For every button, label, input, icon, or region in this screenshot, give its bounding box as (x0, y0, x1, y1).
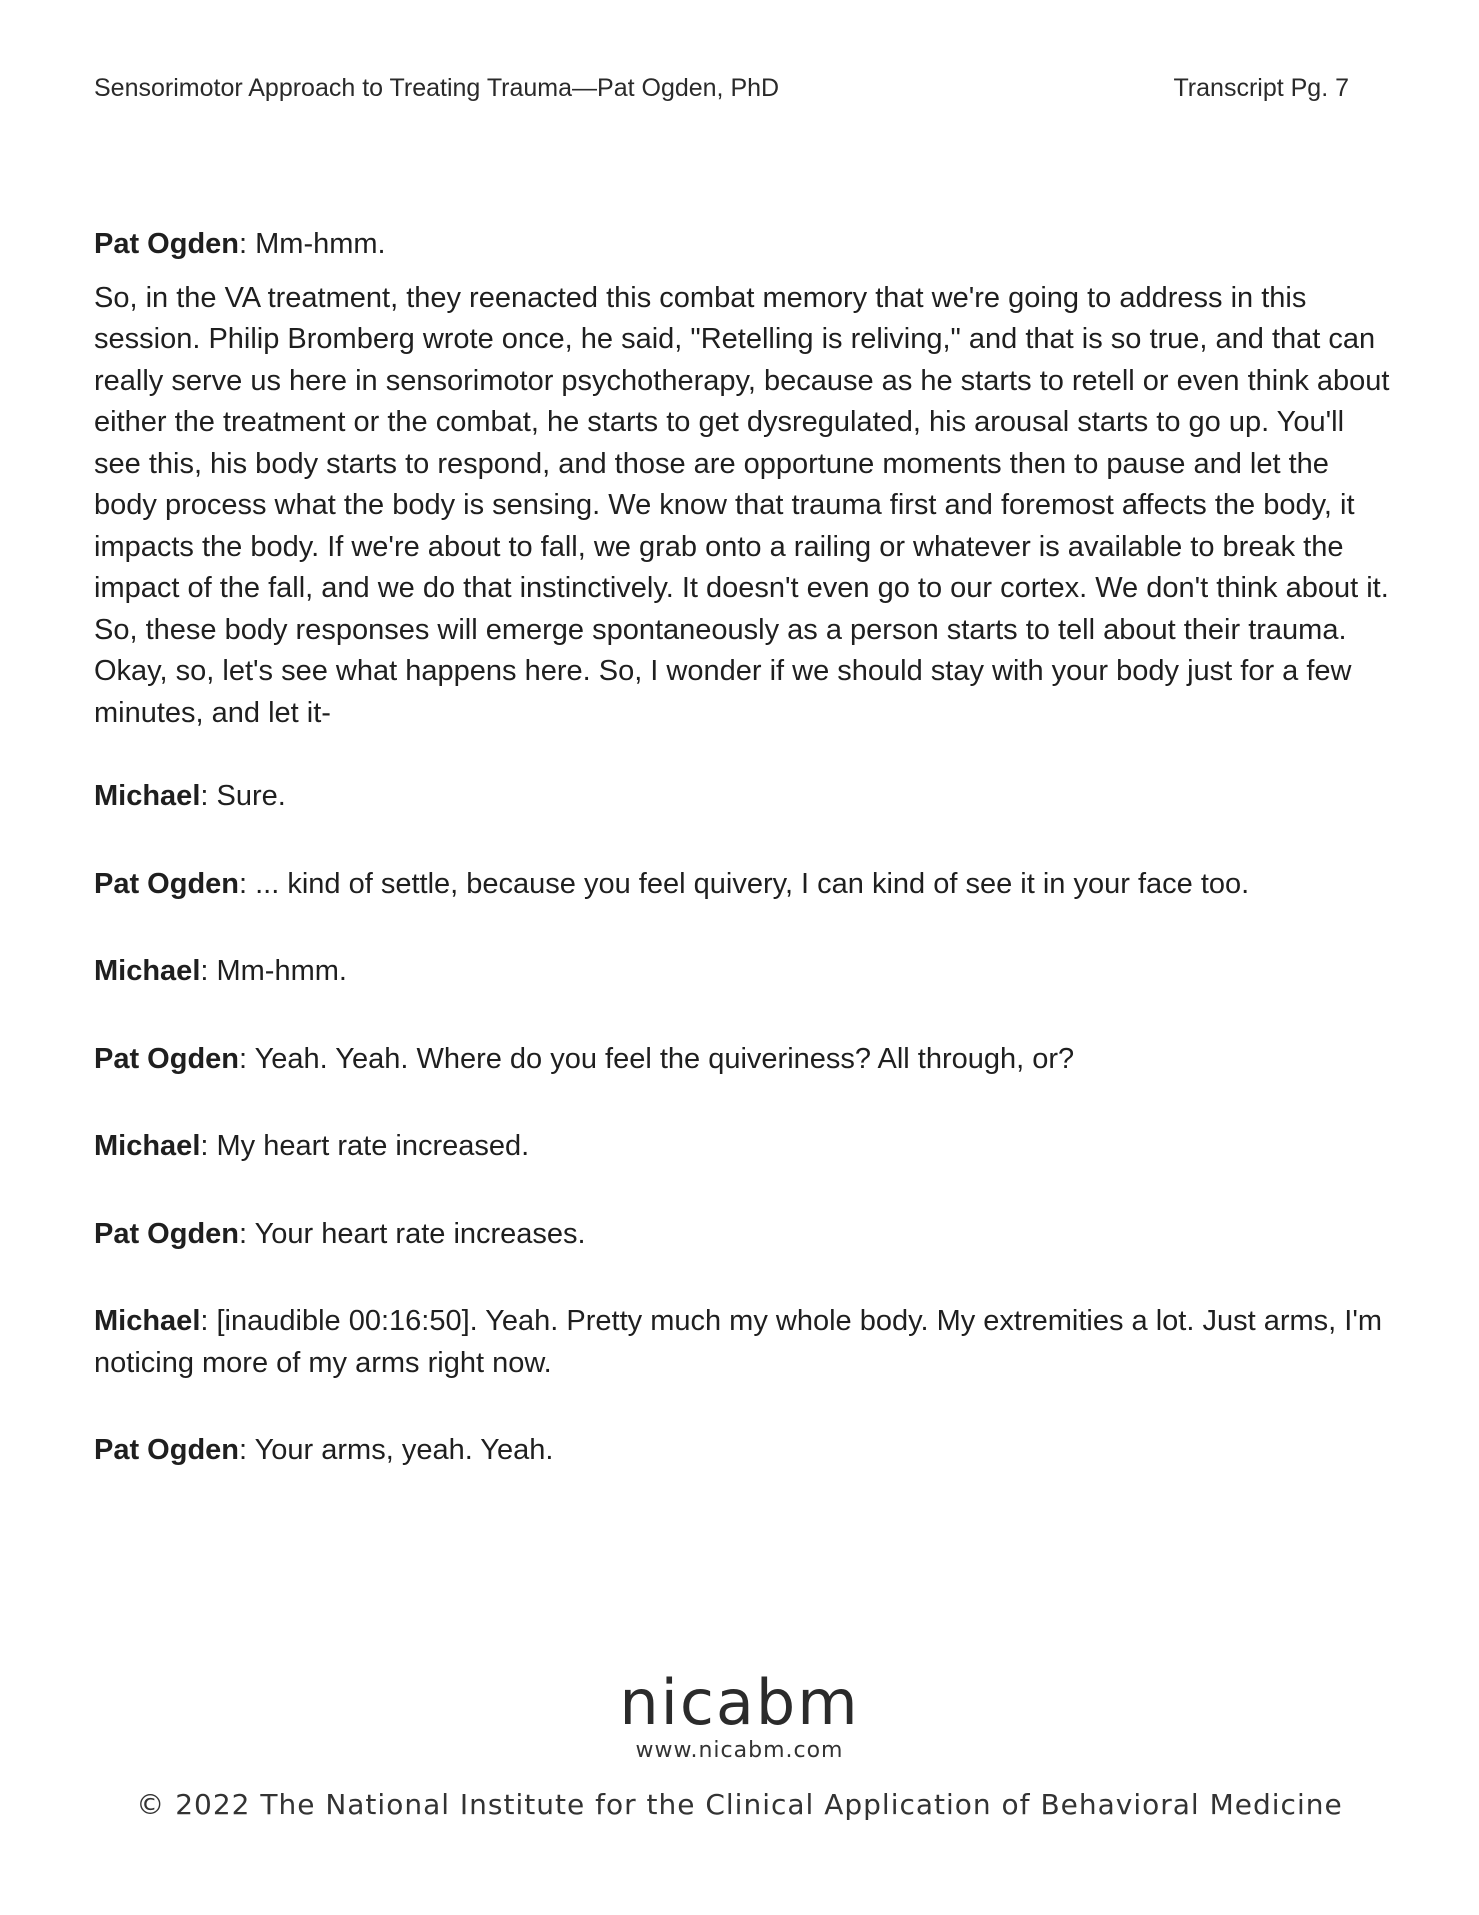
utterance: : Your arms, yeah. Yeah. (239, 1434, 554, 1466)
transcript-entry (94, 1126, 1394, 1168)
transcript-entry (94, 776, 1394, 818)
speaker-name: Pat Ogden (94, 1217, 240, 1250)
utterance: : Your heart rate increases. (239, 1217, 586, 1250)
transcript-entry (94, 1214, 1394, 1256)
transcript-entry (94, 951, 1394, 993)
transcript-entry (94, 1430, 1394, 1472)
speaker-name: Pat Ogden (94, 228, 240, 260)
utterance: : Mm-hmm. (200, 955, 347, 987)
transcript-body (94, 224, 1394, 1472)
page-number: Transcript Pg. 7 (1173, 74, 1349, 102)
speaker-name: Pat Ogden (94, 1042, 240, 1075)
utterance: : Yeah. Yeah. Where do you feel the quiveriness? All through, or? (239, 1042, 1075, 1075)
transcript-entry (94, 1301, 1384, 1384)
speaker-name: Michael (94, 955, 201, 987)
speaker-name: Michael (94, 1305, 201, 1337)
transcript-entry (94, 1039, 1394, 1081)
transcript-entry (94, 224, 1394, 266)
copyright-notice: © 2022 The National Institute for the Clinical Application of Behavioral Medicine (136, 1788, 1343, 1821)
speaker-name: Michael (94, 780, 201, 812)
utterance: So, in the VA treatment, they reenacted this combat memory that we're going to address in this session. Philip Bromberg wrote once, he said, "Retelling is reliving," and that is so true, and that can really serve us here in sensorimotor psychotherapy, because as he starts to retell or even think about either the treatment or the combat, he starts to get dysregulated, his arousal starts to go up. You'll see this, his body starts to respond, and those are opportune moments then to pause and let the body process what the body is sensing. We know that trauma first and foremost affects the body, it impacts the body. If we're about to fall, we grab onto a railing or whatever is available to break the impact of the fall, and we do that instinctively. It doesn't even go to our cortex. We don't think about it. So, these body responses will emerge spontaneously as a person starts to tell about their trauma. Okay, so, let's see what happens here. So, I wonder if we should stay with your body just for a few minutes, and let it- (94, 281, 1390, 729)
transcript-entry (94, 278, 1394, 735)
page-header (94, 74, 1349, 114)
utterance: : Mm-hmm. (239, 228, 386, 260)
utterance: : My heart rate increased. (200, 1130, 530, 1162)
speaker-name: Michael (94, 1130, 201, 1162)
utterance: : ... kind of settle, because you feel quivery, I can kind of see it in your face too. (239, 867, 1250, 900)
nicabm-logo: nicabm (619, 1666, 860, 1739)
transcript-entry (94, 864, 1394, 906)
website-url: www.nicabm.com (635, 1738, 844, 1763)
utterance: : Sure. (200, 780, 286, 812)
document-title: Sensorimotor Approach to Treating Trauma—Pat Ogden, PhD (94, 74, 780, 102)
speaker-name: Pat Ogden (94, 867, 240, 900)
utterance: : [inaudible 00:16:50]. Yeah. Pretty much my whole body. My extremities a lot. Just arms, I'm noticing more of my arms right now. (94, 1305, 1383, 1379)
speaker-name: Pat Ogden (94, 1434, 240, 1466)
